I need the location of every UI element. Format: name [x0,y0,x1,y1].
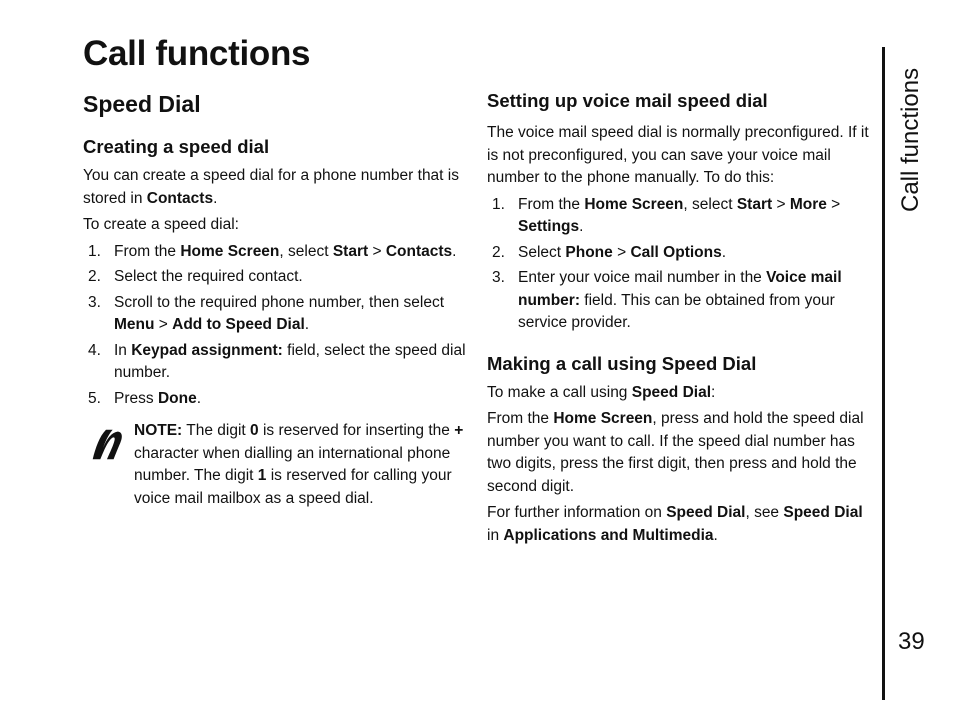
voicemail-steps-list [487,194,872,335]
list-item: 5. Press Done. [88,389,201,407]
note-icon [87,425,125,463]
voicemail-intro: The voice mail speed dial is normally preconfigured. If it is not preconfigured, you can save your voice mail number to the phone manually. To do this: [487,124,869,186]
subsection-title-making-call: Making a call using Speed Dial [487,352,757,374]
further-info: For further information on Speed Dial, see Speed Dial in Applications and Multimedia. [487,504,863,544]
list-item: 1. From the Home Screen, select Start > Contacts. [88,242,457,260]
section-title-speed-dial: Speed Dial [83,91,201,117]
list-item: 4. In Keypad assignment: field, select the speed dial number. [88,341,466,381]
list-item: 3. Enter your voice mail number in the Voice mail number: field. This can be obtained from your service provider. [492,269,842,331]
creating-intro: You can create a speed dial for a phone number that is stored in Contacts. [83,167,459,207]
page-number: 39 [898,628,925,655]
creating-lead: To create a speed dial: [83,216,239,233]
list-item: 2. Select the required contact. [88,268,303,285]
page-title: Call functions [83,34,311,73]
subsection-title-voicemail: Setting up voice mail speed dial [487,90,768,111]
making-call-lead: To make a call using Speed Dial: [487,383,716,401]
creating-steps-list [83,241,468,411]
left-column [83,88,468,510]
subsection-title-creating: Creating a speed dial [83,136,270,157]
list-item: 1. From the Home Screen, select Start > More > Settings. [492,195,841,235]
note-box: NOTE: The digit 0 is reserved for inserting the + character when dialling an international phone number. The digit 1 is reserved for calling your voice mail mailbox as a speed dial. [83,420,468,510]
making-call-body: From the Home Screen, press and hold the speed dial number you want to call. If the speed dial number has two digits, press the first digit, then press and hold the second digit. [487,410,864,495]
right-column [487,88,872,551]
side-divider [882,47,885,700]
list-item: 3. Scroll to the required phone number, then select Menu > Add to Speed Dial. [88,293,445,333]
list-item: 2. Select Phone > Call Options. [492,243,727,261]
side-chapter-label: Call functions [897,67,924,212]
